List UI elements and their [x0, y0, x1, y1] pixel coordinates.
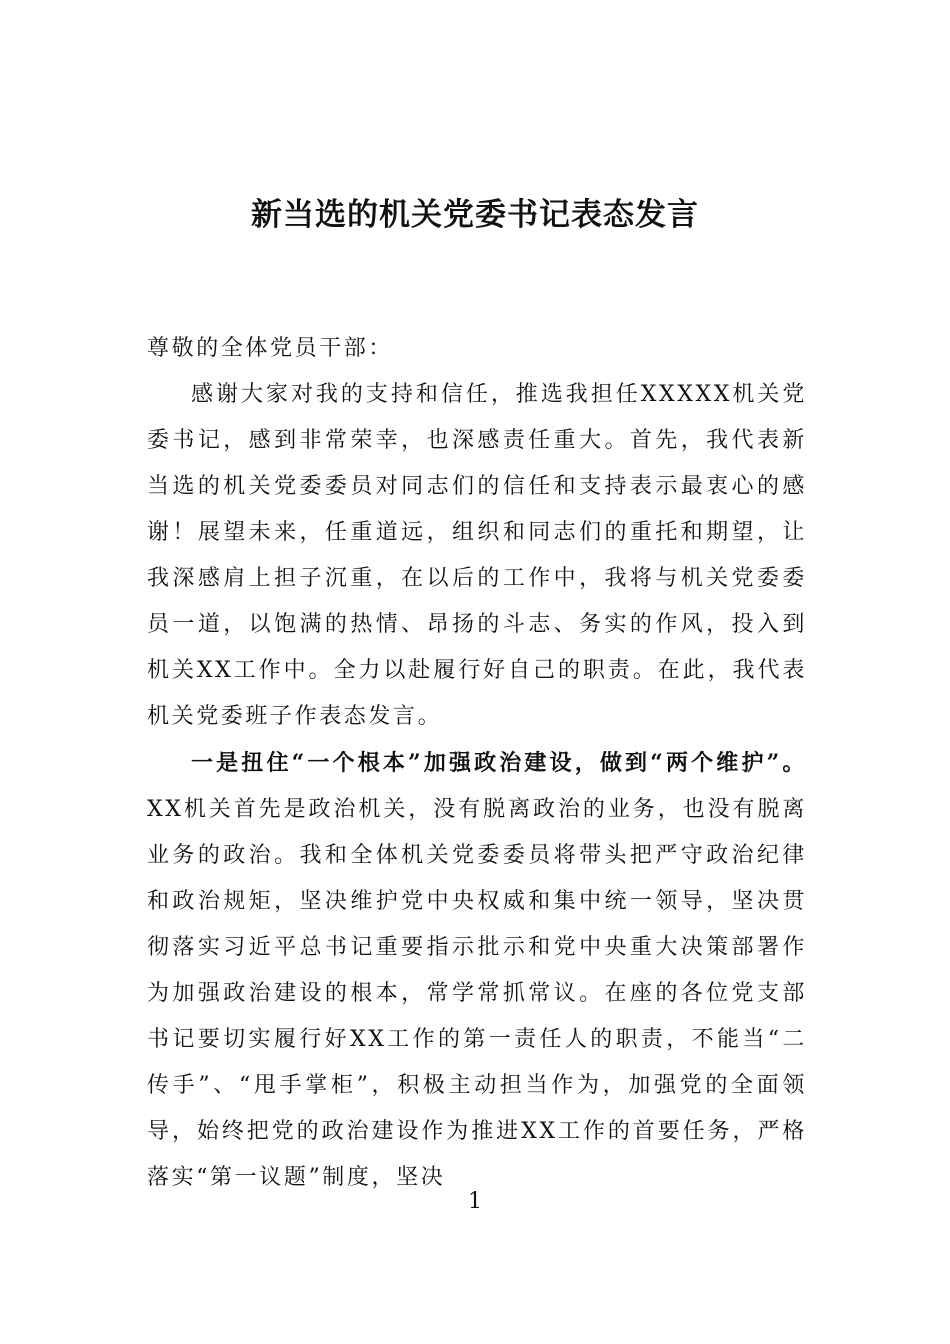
paragraph-heading: 一是扭住“一个根本”加强政治建设，做到“两个维护”。 — [191, 750, 807, 776]
paragraph-body: XX机关首先是政治机关，没有脱离政治的业务，也没有脱离业务的政治。我和全体机关党委委员将带头把严守政治纪律和政治规矩，坚决维护党中央权威和集中统一领导，坚决贯彻落实习近平总书记重要指示批示和党中央重大决策部署作为加强政治建设的根本，常学常抓常议。在座的各位党支部书记要切实履行好XX工作的第一责任人的职责，不能当“二传手”、“甩手掌柜”，积极主动担当作为，加强党的全面领导，始终把党的政治建设作为推进XX工作的首要任务，严格落实“第一议题”制度，坚决 — [147, 797, 807, 1190]
paragraph-political-building — [147, 740, 807, 1201]
salutation: 尊敬的全体党员干部： — [147, 336, 394, 361]
page-number: 1 — [468, 1189, 482, 1214]
document-body — [147, 326, 807, 1201]
document-title: 新当选的机关党委书记表态发言 — [251, 197, 699, 233]
paragraph-intro: 感谢大家对我的支持和信任，推选我担任XXXXX机关党委书记，感到非常荣幸，也深感责任重大。首先，我代表新当选的机关党委委员对同志们的信任和支持表示最衷心的感谢！展望未来，任重道远，组织和同志们的重托和期望，让我深感肩上担子沉重，在以后的工作中，我将与机关党委委员一道，以饱满的热情、昂扬的斗志、务实的作风，投入到机关XX工作中。全力以赴履行好自己的职责。在此，我代表机关党委班子作表态发言。 — [147, 382, 807, 729]
